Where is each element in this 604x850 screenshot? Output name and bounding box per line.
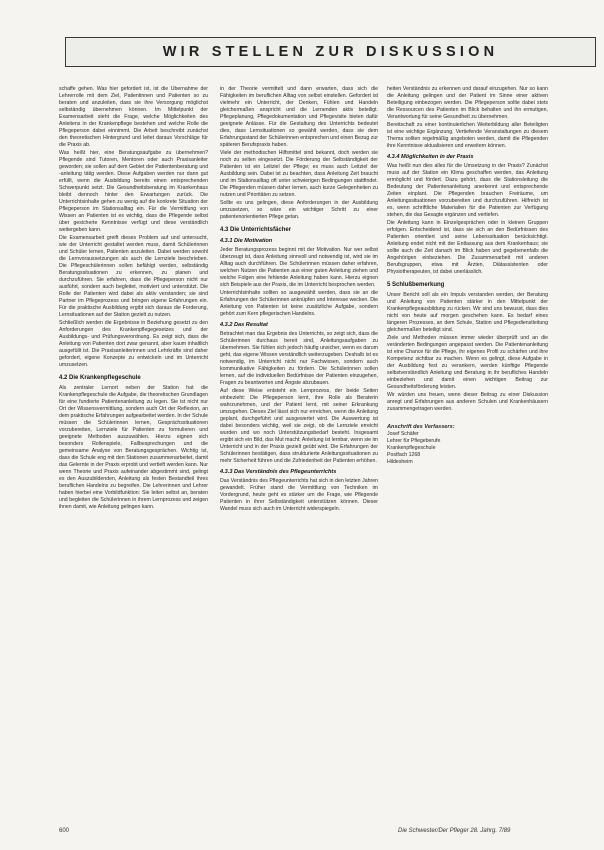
paragraph: Betrachtet man das Ergebnis des Unterrichts, so zeigt sich, dass die Schülerinnen durchaus bereit sind, Anleitungsaufgaben zu übernehmen. Sie fühlen sich jedoch häufig unsicher, wenn es darum geht, das eigene Wissen verständlich weiterzugeben. Deshalb ist es notwendig, im Unterricht nicht nur Fachwissen, sondern auch kommunikative Fähigkeiten zu fördern. Die Schülerinnen sollen lernen, auf die individuellen Bedürfnisse der Patienten einzugehen, Fragen zu beantworten und Ängste abzubauen. <box>220 331 378 386</box>
paragraph: Sollte es uns gelingen, diese Anforderungen in der Ausbildung umzusetzen, so wäre ein wichtiger Schritt zu einer patientenorientierten Pflege getan. <box>220 200 378 220</box>
subsection-heading: 4.3.1 Die Motivation <box>220 238 273 244</box>
paragraph: schaffe gehen. Was hier gefordert ist, ist die Übernahme der Lehrerrolle mit dem Ziel, Patientinnen und Patienten so zu beraten und anzuleiten, dass sie ihre Versorgung möglichst selbständig übernehmen können. Im Mittelpunkt der Examensarbeit steht die Frage, welche Möglichkeiten des Anleitens in der Krankenpflege bestehen und welche Rolle die Pflegeperson dabei einnimmt. Die Arbeit beschreibt zunächst den theoretischen Hintergrund und leitet daraus Vorschläge für die Praxis ab. <box>59 86 208 148</box>
paragraph: Was heißt hier, eine Beratungsaufgabe zu übernehmen? Pflegende sind Tutoren, Mentoren oder auch Praxisanleiter geworden; sie sollen auf dem Gebiet der Patientenberatung und -anleitung tätig werden. Diese Aufgaben werden nur dann gut erfüllt, wenn die Ausbildung bereits einen entsprechenden Schwerpunkt setzt. Die Gesundheitsberatung im Krankenhaus bleibt dennoch hinter den Erwartungen zurück. Die Unterrichtsinhalte gehen zu wenig auf die konkrete Situation der Pflegeperson im Stationsalltag ein. Für die Vermittlung von Wissen an Patienten ist es wichtig, dass die Pflegende selbst über gesicherte Kenntnisse verfügt und diese verständlich weitergeben kann. <box>59 150 208 233</box>
paragraph: Ziele und Methoden müssen immer wieder überprüft und an die veränderten Bedingungen angepasst werden. Die Patientenanleitung ist eine Chance für die Pflege, ihr eigenes Profil zu schärfen und ihre Kompetenz sichtbar zu machen. Wenn es gelingt, diese Aufgabe in der Ausbildung fest zu verankern, werden künftige Pflegende selbstverständlich Anleitung und Beratung in ihr berufliches Handeln einbeziehen und damit einen wichtigen Beitrag zur Gesundheitsförderung leisten. <box>387 335 548 390</box>
paragraph: Jeder Beratungsprozess beginnt mit der Motivation. Nur wer selbst überzeugt ist, dass Anleitung sinnvoll und notwendig ist, wird sie im Alltag auch durchführen. Die Schülerinnen müssen daher erfahren, welchen Nutzen die Patienten aus einer guten Anleitung ziehen und welche Folgen eine fehlende Anleitung haben kann. Hierzu eignen sich Beispiele aus der Praxis, die im Unterricht besprochen werden. <box>220 247 378 288</box>
section-heading: 4.3 Die Unterrichtsfächer <box>220 227 292 233</box>
paragraph: Die Anleitung kann in Einzelgesprächen oder in kleinen Gruppen erfolgen. Entscheidend ist, dass sie sich an den Bedürfnissen des Patienten orientiert und seine Lebenssituation berücksichtigt. Anleitung endet nicht mit der Entlassung aus dem Krankenhaus; sie sollte auch die Zeit danach im Blick haben und gegebenenfalls die Angehörigen einbeziehen. Die Zusammenarbeit mit anderen Berufsgruppen, etwa mit Ärzten, Diätassistenten oder Physiotherapeuten, ist dabei unerlässlich. <box>387 220 548 275</box>
paragraph: in der Theorie vermittelt und dann erwarten, dass sich die Fähigkeiten im beruflichen Alltag von selbst einstellen. Gefordert ist vielmehr ein Unterricht, der Denken, Fühlen und Handeln gleichermaßen anspricht und die Lernenden aktiv beteiligt. Pflegeplanung, Pflegedokumentation und Pflegevisite bieten dafür geeignete Anlässe. Für die Gestaltung des Unterrichts bedeutet dies, dass Lernsituationen so gewählt werden, dass sie dem Erfahrungsstand der Schülerinnen entsprechen und einen Bezug zur späteren Berufspraxis haben. <box>220 86 378 148</box>
text-column-1 <box>59 86 208 821</box>
header-banner <box>65 37 596 67</box>
paragraph: Die Examensarbeit greift dieses Problem auf und untersucht, wie der Unterricht gestaltet werden muss, damit Schülerinnen und Schüler lernen, Patienten anzuleiten. Dabei werden sowohl die Lernvoraussetzungen als auch die Lernziele beschrieben. Die Pflegeschülerinnen sollen befähigt werden, selbständig Beratungssituationen zu erkennen, zu planen und durchzuführen. Sie erfahren, dass die Pflegeperson nicht nur ausführt, sondern auch begleitet, motiviert und unterstützt. Die Rolle der Patienten wird dabei als aktiv verstanden; sie sind Partner im Pflegeprozess und bringen eigene Erfahrungen ein. Für die praktische Ausbildung ergibt sich daraus die Forderung, Lernsituationen auf der Station gezielt zu nutzen. <box>59 235 208 318</box>
section-title: WIR STELLEN ZUR DISKUSSION <box>162 44 499 60</box>
author-line: Krankenpflegeschule <box>387 445 436 451</box>
journal-reference: Die Schwester/Der Pfleger 28. Jahrg. 7/89 <box>398 828 511 834</box>
paragraph: heiten Verständnis zu erkennen und darauf einzugehen. Nur so kann die Anleitung gelingen und der Patient im Sinne einer aktiven Beteiligung einbezogen werden. Die Pflegeperson sollte dabei stets die Ressourcen des Patienten im Blick behalten und ihn ermutigen, Verantwortung für seine Gesundheit zu übernehmen. <box>387 86 548 120</box>
paragraph: Was heißt nun dies alles für die Umsetzung in der Praxis? Zunächst muss auf der Station ein Klima geschaffen werden, das Anleitung ermöglicht und fördert. Dazu gehört, dass die Stationsleitung die Bedeutung der Patientenanleitung anerkennt und entsprechende Zeiten einplant. Die Pflegenden brauchen Freiräume, um Anleitungssituationen vorzubereiten und durchzuführen. Hilfreich ist es, wenn schriftliche Materialien für die Patienten zur Verfügung stehen, die das Gesagte ergänzen und vertiefen. <box>387 163 548 218</box>
paragraph: Bereitschaft zu einer kontinuierlichen Weiterbildung aller Beteiligten ist eine wichtige Ergänzung. Vertiefende Veranstaltungen zu diesem Thema sollten regelmäßig angeboten werden, damit die Pflegenden ihre Kenntnisse aktualisieren und erweitern können. <box>387 122 548 149</box>
page-number: 600 <box>59 828 70 834</box>
subsection-heading: 4.3.3 Das Verständnis des Pflegeunterrichts <box>220 469 337 475</box>
author-line: Hildesheim <box>387 459 413 465</box>
paragraph: Viele der methodischen Hilfsmittel sind bekannt, doch werden sie noch zu selten eingesetzt. Die Förderung der Selbständigkeit der Patienten ist ein Leitziel der Pflege; es muss auch Leitziel der Ausbildung sein. Dabei ist zu beachten, dass Anleitung Zeit braucht und im Stationsalltag oft unter schwierigen Bedingungen stattfindet. Die Pflegenden müssen daher lernen, auch kurze Gelegenheiten zu nutzen und Prioritäten zu setzen. <box>220 150 378 198</box>
author-line: Postfach 1268 <box>387 452 421 458</box>
author-address <box>387 423 548 466</box>
author-address-label: Anschrift des Verfassers: <box>387 424 455 430</box>
subsection-heading: 4.3.2 Das Resultat <box>220 322 268 328</box>
paragraph: Unterrichtsinhalte sollten so ausgewählt werden, dass sie an die Erfahrungen der Schülerinnen anknüpfen und Interesse wecken. Die Anleitung von Patienten ist keine zusätzliche Aufgabe, sondern gehört zum Kern pflegerischen Handelns. <box>220 290 378 317</box>
paragraph: Wir würden uns freuen, wenn dieser Beitrag zu einer Diskussion anregt und Erfahrungen aus anderen Schulen und Krankenhäusern zusammengetragen werden. <box>387 392 548 412</box>
paragraph: Schließlich werden die Ergebnisse in Beziehung gesetzt zu den Anforderungen des Krankenpflegegesetzes und der Ausbildungs- und Prüfungsverordnung. Es zeigt sich, dass die Anleitung von Patienten dort zwar genannt, aber kaum inhaltlich ausgefüllt ist. Die Praxisanleiterinnen und Lehrkräfte sind daher gefordert, eigene Konzepte zu entwickeln und im Unterricht umzusetzen. <box>59 320 208 368</box>
paragraph: Unser Bericht soll als ein Impuls verstanden werden, der Beratung und Anleitung von Patienten stärker in den Mittelpunkt der Krankenpflegeausbildung zu rücken. Wir sind uns bewusst, dass dies nicht von heute auf morgen geschehen kann. Es bedarf eines längeren Prozesses, an dem Schule, Station und Pflegedienstleitung gleichermaßen beteiligt sind. <box>387 292 548 333</box>
text-column-3 <box>387 86 548 821</box>
author-line: Lehrer für Pflegeberufe <box>387 438 441 444</box>
text-column-2 <box>220 86 378 821</box>
section-heading: 5 Schlußbemerkung <box>387 282 445 288</box>
paragraph: Das Verständnis des Pflegeunterrichts hat sich in den letzten Jahren gewandelt. Früher stand die Vermittlung von Techniken im Vordergrund, heute geht es stärker um die Frage, wie Pflegende Patienten in ihrer Selbständigkeit unterstützen können. Dieser Wandel muss sich auch im Unterricht widerspiegeln. <box>220 478 378 512</box>
paragraph: Als zentraler Lernort neben der Station hat die Krankenpflegeschule die Aufgabe, die theoretischen Grundlagen für eine fundierte Patientenanleitung zu legen. Sie ist nicht nur Ort der Wissensvermittlung, sondern auch Ort der Reflexion, an dem praktische Erfahrungen aufgearbeitet werden. In der Schule müssen die Schülerinnen lernen, Gesprächssituationen vorzubereiten, Lernziele für Patienten zu formulieren und geeignete Methoden auszuwählen. Hierzu eignen sich besonders Rollenspiele, Fallbesprechungen und die gemeinsame Analyse von Beratungsgesprächen. Wichtig ist, dass die Schule eng mit den Stationen zusammenarbeitet, damit das Gelernte in der Praxis erprobt und vertieft werden kann. Nur wenn Theorie und Praxis aufeinander abgestimmt sind, gelingt es den Auszubildenden, Anleitung als festen Bestandteil ihres beruflichen Handelns zu begreifen. Die Lehrerinnen und Lehrer haben hierbei eine Vorbildfunktion: Sie leiten selbst an, beraten und begleiten die Schülerinnen in ihrem Lernprozess und zeigen ihnen damit, wie Anleitung gelingen kann. <box>59 385 208 510</box>
section-heading: 4.2 Die Krankenpflegeschule <box>59 375 141 381</box>
subsection-heading: 4.3.4 Möglichkeiten in der Praxis <box>387 154 474 160</box>
paragraph: Auf diese Weise entsteht ein Lernprozess, der beide Seiten einbezieht: Die Pflegeperson lernt, ihre Rolle als Beraterin wahrzunehmen, und der Patient lernt, mit seiner Erkrankung umzugehen. Dieses Ziel lässt sich nur erreichen, wenn die Anleitung geplant, durchgeführt und ausgewertet wird. Die Auswertung ist dabei besonders wichtig, weil sie zeigt, ob die Lernziele erreicht wurden und wo noch Unterstützungsbedarf besteht. Insgesamt ergibt sich ein Bild, das Mut macht: Anleitung ist lernbar, wenn sie im Unterricht und in der Praxis gezielt geübt wird. Die Erfahrungen der Schülerinnen bestätigen, dass strukturierte Anleitungssituationen zu mehr Sicherheit führen und die Zufriedenheit der Patienten erhöhen. <box>220 388 378 464</box>
author-line: Josef Schäfer <box>387 431 419 437</box>
